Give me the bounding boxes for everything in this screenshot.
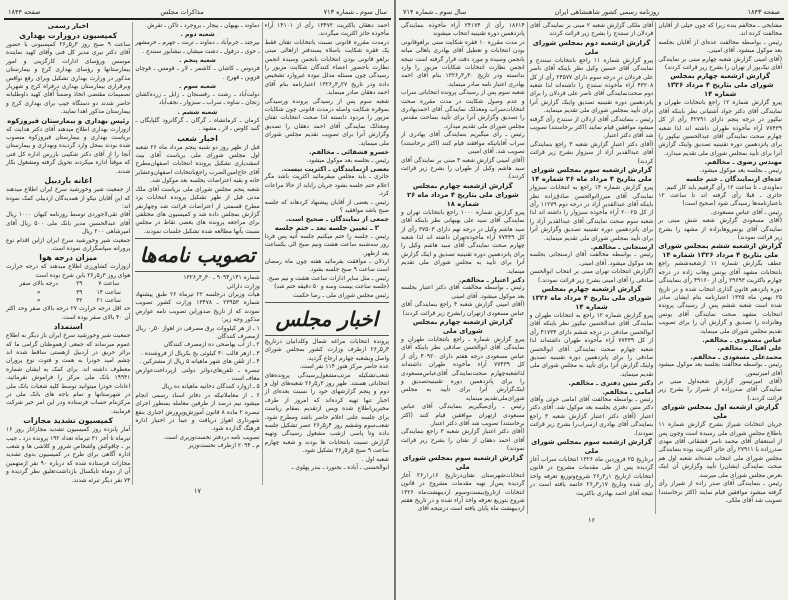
subheading: شعبه ششم . xyxy=(177,108,218,116)
paragraph: رئیس ـ بنمایندگی آقای اردلان از سنندج رأی گرفته میشود موافقین قیام نمایند (اکثر برخاستند) تصویب شد آقای دکتر اعتبار. xyxy=(529,116,654,140)
report-heading: رئیس بهداری و بیمارستان فیروزکوه xyxy=(7,116,130,125)
paragraph: پیرو گزارش شماره ۱۱ راجع بانتخابات سنندج و نمایندگی آقای حسین وکیل نظر باینکه آقای ناصر علی فردلان در درجه سوم دارای ۲۴۵۷۷ رأی از کل ۴۳۲۰۸ آراء مأخوذه سنندج را داشته‌اند لذا شعبه دوم صحت‌نمایندگی آقای ناصر علی فردلان را برای پانزدهمین دوره تقنینیه تصدیق واینک گزارش آنرا برای تأیید بمجلس شورای ملی تقدیم مینماید. xyxy=(529,57,654,115)
page-footer-number: ۱۶ xyxy=(588,515,595,524)
paragraph: (آقای امینی گزارش شعبه ۴ راجع بنمایندگی آقای عباس مسعودی ازتهران رابشرح زیر قرائت کردند) xyxy=(400,302,525,317)
newspaper-page-right xyxy=(394,0,788,600)
paragraph: دولت‌آباد ـ رشت ـ رفسنجان ـ زابل ـ زرده‌کشان زنجان ـ ساوه ـ سراب ـ سبزوار ـ نجف‌آباد xyxy=(135,92,260,107)
paragraph: آقای ملکی گزارش شعبه ۲ مبنی بر نمایندگی آقای فردلان از سنندج را بشرح زیر قرائت کردند xyxy=(529,23,654,38)
report-heading: گزارش ازشعبه اول بمجلس شورای ملی xyxy=(661,403,779,421)
paragraph: رئیس ـ جلسه را ختم میکنیم جلسه آتیه پس فردا روز سه‌شنبه ساعت هشت ونیم صبح الی یکساعت بعد ازظهر. xyxy=(264,233,389,257)
text-column xyxy=(262,22,391,485)
paragraph: (آقای امینی گزارش شعبه چهارم مبنی بر نمایندگی آقای نیک‌پور از تهران را بشرح زیر قرائت کردند) xyxy=(658,56,782,72)
section-heading: استمداد xyxy=(53,322,83,332)
newspaper-title: روزنامه رسمی کشور شاهنشاهی ایران xyxy=(554,8,660,16)
table-row xyxy=(6,297,130,305)
text-column xyxy=(4,22,132,485)
speaker-line: امامی ـ مخالفم. xyxy=(602,387,654,396)
report-heading: گزارش ازشعبه چهارم بمجلس شورای ملی بتاریخ ۴ مرداد ماه ۲۶ شماره ۱۸ xyxy=(406,181,519,208)
paragraph: (آقای دکتر اعتبار گزارش شعبه ۳ راجع بنمایندگی آقای احمد دهقان از تفتان را بشرح زیر قرائت نمودند) xyxy=(400,429,525,453)
paragraph: رئیس ـ رأی‌میگیریم بنمایندگی آقای عباس مسعودی ازتهران موافقین قیام کنند (اکثر برخاستند) تصویب شد آقای دکتر اعتبار. xyxy=(400,404,525,428)
page-header xyxy=(399,0,784,20)
newspaper-page-left xyxy=(0,0,394,496)
text-column xyxy=(399,22,527,514)
paragraph: (گزارش انتخابات تهران مبنی بر انتخاب ابوالحسن صادقی را آقای امینی بشرح زیر قرائت نمودند.) xyxy=(529,269,654,284)
paragraph: پیرو گزارش شماره ۱۰۰۰ راجع بانتخابات تهران و نمایندگی آقای سید علی بهبهانی نظر باینکه آقای سید هاشم وکیل در درجه نهم دارای ۳۷۵۰۳ رأی از کل ۷۷۴۳۹ آراء مأخوذه‌تهران داشته اند لذا شعبه چهارم صحت نمایندگی آقای سید هاشم وکیل را برای پانزدهمین دوره تقنینیه تصدیق و اینک گزارش آنرا برای تأیید به مجلس شورای ملی تقدیم مینماید. xyxy=(400,209,525,275)
report-heading: گزارش ازشعبه سوم بمجلس شورای ملی بتاریخ ۴ مرداد ماه ۲۶ شماره ۱۴ xyxy=(531,166,652,184)
paragraph: رئیس ـ بنمایندگی آقای صدر زاده از شیراز رأی گرفته میشود موافقین قیام نمایند (اکثر برخاستند) تصویب شد آقای ملکی. xyxy=(658,481,782,504)
temperature-table xyxy=(6,280,130,305)
paragraph: آقای تقی‌لاجوردی توسط روزنامه کیهان ۱۰۰۰ ریال آقای عبدالحسین مدیر بانک ملی ۵۰۰ ریال آقای امیرشاهی ۲۰۰ ریال xyxy=(6,212,131,236)
text-column xyxy=(527,22,656,514)
paragraph: آمار پانزده روز کمیسیون تشدید مجازاتاز روز ۱۶ تیرماه تا آخر ۳۱ تیرماه تعداد ۱۹۲ پرونده دزد ـ جیب بر ـ چاقوکش واشخاص شرور و کلاشی ها و شعب اداره آگاهی برای طرح در کمیسیون بدوی تشدید مجازات فرستاده شده که درباره ۹۰ نفر ازمتهمین آن از دوماه تایکسال بازداشت‌تعلیق نظر گردیده و ۷۴ نفر دیگر تبرئه شدند. xyxy=(6,427,131,484)
section-heading: میزان درجه هوا xyxy=(39,253,98,263)
paragraph: هیأت وزیران درجلسه ۲۲ تیرماه ۲۶ طبق پیشنهاد شماره ۲۳۹۵۳ ـ ۱۳۴۷۸ وزارت کشور تصویب نمودند که از تاریخ صدوراین تصویب نامه عوارض مذکور وجه زیر: xyxy=(135,291,260,324)
report-heading: گزارش ازشعبه سوم بمجلس شورای ملی xyxy=(402,453,524,471)
speaker-line: عده‌ای ازنمایندگان ـ ختم جلسه xyxy=(685,175,782,184)
table-cell: ۳۹ xyxy=(76,289,83,296)
paragraph: قبل از ظهر روز دو شنبه پنجم مرداد ماه ۲۶ شعبه اول مجلس شورای ملی بریاست آقای بیت اسفندیاری تشکیل پرونده انتخابات اصفهان‌مطرح آقای حاج‌امین‌الضرب راجع‌بانتخابات اصفهان‌وعشایر خانه و بقیه اعتراضات بجلسه بعد موکول شد. xyxy=(135,144,260,185)
paragraph: ۱۸۶۱۴ رأی از ۲۴۱۷۴ آراء مأخوذه بنمایندگی پانزدهمین دوره تقنینیه انتخاب میشوند xyxy=(400,23,525,38)
report-heading: گزارش ازشعبه سوم بمجلس شورای ملی xyxy=(531,438,652,456)
paragraph: شعبه پنجم مجلس شورای ملی بریاست آقای ملک مدنی قبل از ظهر تشکیل پرونده انتخابات یزد مطرح قسمتی از اعتراضات قرائت شد وچهارنفر گزارش بمجلس داده شد و کمیسیون های مختلفی برای مراجعه پرونده های بعضی نقاط در مجلس نسبت بآنها مطالعه شده تشکیل جلسات نمودند. xyxy=(135,186,260,235)
paragraph: شعب‌تشکیله مرتب‌مشغول‌رسیدگی پرونده‌های انتخاباتی هستند. ظهر روز ۳ر۵ر۲۶ شعبه‌های اول و دوم و پنجم گزارشهای خود را نسبت بعده‌ای از اخبار تنها تهیه کرده‌اند که امروز از طرف مخبرین‌اطلاع شده وپس ازتقدیم بمقام ریاست برای جلسه علنی اعلام حاضر باشد ومطرح شود. شعب‌سوم وششم روز ۴ر۵ر۲۶ عصر تشکیل جلسه داده وتا پاسی ازشب مشغول رسیدگی وتهیه گزارش نسبت بانتخابات ها بودند و شعبه چهارم ساعت ۹ صبح ۵ر۵ر۲۶ تشکیل شود. xyxy=(264,372,389,455)
text-column xyxy=(132,22,261,485)
section-heading: کمیسیون دروزارت بهداری xyxy=(19,31,118,40)
paragraph: ۳ ـ ازهر قالب ۳۰ کیلوئی یخ یکریال از فروشنده . xyxy=(141,350,260,357)
section-heading: کمیسیون تشدید مجازات xyxy=(23,416,114,426)
paragraph: ابوالحسنی ـ آباده ـ بجنورد ـ بندر پهلوی ـ xyxy=(291,465,389,472)
paragraph: (آقای مسعودی گزارش شعبه شش مبنی بر نمایندگی آقای یونس‌وهابزاده از مشهد را بشرح زیر قرائت نمودند) xyxy=(658,218,782,241)
paragraph: ۲ ـ از آب بهاصحی ده ازمصرف کنندگان xyxy=(163,342,260,349)
columns xyxy=(399,22,784,514)
paragraph: جریان انتخابات شیراز بشرح گزارش شماره ۱۱ باطلاع مجلس شورای ملی رسیده است وچون پس از استعفای آقای محمد ناصر قشقائی آقای مهدی صدرزاده با ۲۷۹۱۱ رأی حائز اکثریت بوده بنمایندگی مجلس شورای ملی انتخاب شده‌اند شعبه اول هم صحت نمایندگی ایشان‌را تأیید وگزارش آن اینک بعرض مجلس شورای ملی میرسد. xyxy=(658,422,783,479)
paragraph: (آقای امینی گزارش شعبه ۴ مبنی بر نمایندگی آقای سید هاشم وکیل از طهران را بشرح زیر قرائت کردند). xyxy=(400,157,525,181)
paragraph: پیرو گزارش شماره ـ راجع بانتخابات طهران و نمایندگی آقای ابوالحسن صادقی نظر باینکه آقای عباس مسعودی درجه هفتم دارای ۴۰۹۲۰ رأی از کل ۷۷۴۳۹ آراء مأخوذه طهران داشته‌اند لذاشعبه‌چهارم صحت‌نمایندگی آقای‌عباس‌مسعودی را برای پانزدهمین دوره تقنینیه‌تصدیق و اینک‌گزارش آنرا برای تأیید به مجلس شورای‌ملی‌تقدیم مینماید xyxy=(400,337,525,402)
paragraph: ۶ ـ از معاملاتیکه در دفاتر اسناد رسمی انجام میشود نیم درصد از طرفین معامله بمنظور اجرای تبصره ۲ ماده ۸ قانون آموزش‌وپرورش اجباری بنفع شهرداری اهواز دریافت و عیناً در اختیار اداره فرهنگ گذارده شود. xyxy=(135,392,260,433)
paragraph: بیرجند ـ خرم‌آباد ـ دماوند ـ تربت ـ جهرم ـ خرمشهر ـ خوی ـ دزفول ـ دشت میشان ـ نیشابور سنندج . xyxy=(135,40,260,55)
text-column xyxy=(655,22,784,514)
paragraph: (آقای دکتر اعتبار گزارش شعبه ۳ راجع بنمایندگی آقای عبدالقدیر آزاد از سبزوار بشرح زیر قرائت کردند) xyxy=(529,141,654,165)
subheading: شعبه دوم . xyxy=(180,31,215,39)
report-heading: گزارش ازشعبه چهارم بمجلس شورای ملی xyxy=(412,318,513,335)
paragraph: رئیس ـ بواسطه مخالفت بجلسه بعد موکول میشود آقای امیرتیمور. xyxy=(658,362,782,377)
paragraph: شعبه سوم پس از رسیدگی پرونده ورسیدگی بموقره شکایت واصله درمدت قانونی چون شکایات مزبور را مردود دانسته لذا صحت انتخابات تفتان ومعذلک نمایندگی آقای احمد دهقان را تصدیق وگزارش آنرا برای تصویب تقدیم مجلس شورای ملی مینماید. xyxy=(264,98,389,147)
paragraph: جمعیت شیر وخورشید سرخ ایران ازاین اقدام نوع پرورانه سپاسگزاری نموده است. xyxy=(6,237,131,252)
paragraph: در مدت مقرره ۱۰ فقره شکایت مبنی برلغوقانونی بودن انتخابات و تعطیل آقای بهادری باهالی میانه بانجمن وسیده و مورد دقت قرار گرفته است نتیجه انجمن نظارت انتخابات شکایات مزبور را وارد ندانسته ودر تاریخ ۳۰ر۳ر۱۳۲۶ بنام آقای احمد بهادری اعتبار نامه صادر مینماید. xyxy=(400,39,525,88)
paragraph: پیرو گزارش شماره ۱۴ راجع به انتخابات سبزوار نمایندگی آقای میرزاابوالحسن صادق‌زاده نظر باینکه آقای عبدالقدیر آزاد در درجه دوم ۱۱۲۷۹ رأی از کل ۲۰۰۲۵ آراء مأخوذه سبزوار را داشته اند لذا شعبه سوم صحت نمایندگی آقای عبدالقدیر آزاد را برای پانزدهمین دوره تقنینیه تصدیق وگزارش آنرا برای تأیید بمجلس شورای ملی تقدیم مینماید. xyxy=(529,185,654,242)
page-number: صفحه ۱۸۴۴ xyxy=(8,8,41,16)
report-heading: ۳ ـ تعیین جلسه بعد ـ ختم جلسه xyxy=(274,223,379,232)
speaker-line: خسرو قشقائی ـ مخالفم. xyxy=(309,148,389,157)
paragraph: عده حاضر مرکز هنوز ۱۱۴ نفر است. xyxy=(299,364,389,371)
paragraph: رئیس ـ بجلسه بعد موکول میشود. xyxy=(699,167,782,174)
paragraph: ۱ ـ از هر کیلووات برق مصرفی در اهواز ۵۰ر۰ ریال ازمصرف کنندگان xyxy=(135,325,260,340)
paragraph: انتخابات‌شهرستان تفتان‌درتاریخ ۱۶ر۱ر۲۶ آغاز گردیده پس‌از تهیه مقدمات مشروح در قانون انتخابات ازتاریخ‌بیست‌وسوم اردیبهشت‌ماه ۱۳۲۶ شروع بتوزیع تعرفه واخذ آراء شده و در تاریخ هفتم اردیبهشت ماه پایان یافته است درنتیجه آقای xyxy=(400,472,525,513)
subheading: شعبه پنجم . xyxy=(179,57,216,65)
paragraph: ازوزارت کشاورزی اطلاع میدهند که درجه حرارت هوای روز ۳ر۵ر۲۶ باین شرح بوده است xyxy=(6,264,131,279)
issue-number: سال سوم ـ شماره ۷۱۳ xyxy=(323,8,387,16)
paragraph: پرونده انتخابات مراغه شمال وکلدانیان درتاریخ ۳ر۵ر۲۶ ازطرف وزارت کشور بمجلس شورای واصل وبشعبه چهارم ارجاع گردید. xyxy=(264,339,389,362)
columns xyxy=(4,22,391,485)
page-number: صفحه ۱۸۴۳ xyxy=(747,8,780,16)
paragraph: فردوس ـ کاشان ـ کاشمر ـ لار ـ قومس ـ قوچان قزوین ـ قهرج . xyxy=(135,66,260,81)
table-cell: « xyxy=(36,297,41,304)
paragraph: پیرو گزارش شماره ۱۲ راجع به انتخابات طهران و نمایندگی آقای عبدالحسین نیکپور نظر باینکه آقای ابوالحسن صادقی در درجه ششم دارای ۴۱۷۳۴ رأی از کل ۷۷۴۳۹ آراء مأخوذه طهران داشته‌اند لذا شعبه چهارم صحت نمایندگی آقای ابوالحسن صادقی را برای پانزدهمین دوره تقنینیه تصدیق واینک گزارش آنرا برای تأیید به مجلس شورای ملی تقدیم مینماید. xyxy=(529,312,654,378)
paragraph: رئیس ـ رأی میگیریم بنمایندگی آقای بهادری از سراب آقایانیکه موافقند قیام کنند (اکثر برخاستند) تصویب شد. آقای امینی xyxy=(400,132,525,156)
paragraph: شعبه اول . xyxy=(361,456,389,463)
paragraph: درمدت مقرره قانونی نسبت بانتخابات تفتان فقط یک فقره شکایت باصلاه یسندفنر ازاهالی مبنی برلغو قانونی بودن انتخابات بانجمن وسیده انجمن نظارت باحضور اعضاء کنندگان شکایت مزبور را رسیدگی چون مسئله مدلل نبوده غیروارد تشخیص داده ودر تاریخ ۲۷ر۳ر۱۳۲۶ اعتبارنامه بنام آقای احمد دهقان صادر مینماید. xyxy=(264,39,389,97)
table-cell: ساعت ۱۴ xyxy=(96,289,121,296)
table-cell: ۳۲ xyxy=(76,297,83,304)
report-heading: گزارش ازشعبه چهارم بمجلس شورای ملی بتاریخ ۴ مرداد ۱۳۲۶ شماره ۱۴ xyxy=(666,72,774,99)
paragraph: ازوزارت بهداری اطلاع میدهند آقای دکتر هدایت که بریاست بهداری و بیمارستان فیروزکوه منصوب شده بودند بمحل وارد گردیده وبهداری و بیمارستان آنجا را از آقای دکتر شکیبی بازرس اداره کل فنی که موقتاً اداره میکردند تحویل گرفته ومشغول بکار شدند. xyxy=(6,126,131,175)
subheading: شعبه سوم . xyxy=(179,83,217,91)
table-row xyxy=(6,289,130,297)
speaker-line: بعضی ازنمایندگان ـ اکثریت نیست. xyxy=(281,164,389,173)
paragraph: درتاریخ ۲۵ فروردین ماه ۱۳۲۶ انتخابات سراب آغاز گردیده پس از طی مقدمات مشروح در قانون انتخابات ازتاریخ ۱ر۳ر۲۶ شروع‌وتوزیع تعرفه واخذ رأی شده وتاریخ ۱۷ر۳ر۲۶ خاتمه یافته است در نتیجه آقای احمد بهادری باکثریت xyxy=(529,457,654,497)
paragraph: وزارت دارائی xyxy=(226,283,260,290)
speaker-line: جمعی از نمایندگان ـ صحیح است. xyxy=(285,215,389,224)
paragraph: رئیس ـ بواسطه مخالفت آقای دکتر اعتبار بجلسه بعد موکول میشود. آقای امینی xyxy=(400,285,525,300)
speaker-line: علی اقبال ـ مخالفم. xyxy=(717,344,782,353)
issue-number: سال سوم ـ شماره ۷۱۴ xyxy=(403,8,467,16)
paragraph: حائری ـ باید مجلس میفرمائید اکثریت باشد مگر اعلام ختم جلسه بشود جریان راباید از حالا مراعات کرد. xyxy=(264,174,389,198)
report-heading: گزارش ازشعبه چهارم بمجلس شورای ملی بتاریخ ۴ مرداد ماه ۱۳۲۶ شماره ۱۴ xyxy=(531,284,652,311)
paragraph: رئیس ـ مثل سایر ادارات ساعت هشت و نیم صبح. xyxy=(266,275,389,282)
report-heading: اخبار رسمی xyxy=(47,22,89,30)
masthead-heading: اخبار مجلس xyxy=(265,302,389,336)
table-row xyxy=(6,280,130,288)
speaker-line: عباس مسعودی ـ مخالفم. xyxy=(702,336,782,344)
paragraph: ۴ ـ از تلفن های شهر ماهیانه ۵ ریال از مشترکین . xyxy=(139,359,260,366)
speaker-line: دکتر اعتبار ـ مخالفم. xyxy=(458,275,525,284)
report-heading: گزارش ازشعبه ششم بمجلس شورای ملی بتاریخ ۴ مرداد ۱۳۲۶ شماره ۱۴ xyxy=(658,242,782,260)
paragraph: اردلان ـ موافقت بفرمائید هفته چون ماه رمضان است ساعت ۹ صبح جلسه بشود. xyxy=(264,258,389,274)
paragraph: رئیس ـ بواسطه مخالفت آقای ارسنجانی بجلسه بعد موکول میشود. آقای امینی. xyxy=(529,252,654,267)
paragraph: رئیس ـ بعضی از آقایان پیشنهاد کردهاند که جلسه صبح باشد موافقید ؟ xyxy=(264,199,389,214)
page-footer-number: ۱۷ xyxy=(194,487,201,496)
paragraph: مشایخی ـ مخالفم بنده زیرا که چون خیلی از آقایان مخالفت کرده اند. xyxy=(658,23,782,38)
paragraph: عطف بگزارش شماره ۱۱ ازشعبه‌ششم راجع بانتخابات مشهد آقای یونس وهاب زاده در درجه چهارم باکثریت ۲۹۶۹۳ رأی از ۴۹۱۶۰ رأی بنمایندگی دوره پانزدهم قانون گذاری انتخاب شده و در تاریخ ۲۵ بهمن ماه ۱۳۲۵ اعتبارنامه بنام ایشان صادر شده است شعبه ششم پس از رسیدگی پرونده انتخابات مشهد صحت نمایندگی آقای یونس وهابزاده را تصدیق و گزارش آن را برای تصویب تقدیم مجلس شورای ملی مینماید. xyxy=(658,261,783,335)
paragraph: دماوندی ـ تا ساعت ۱۲ رأی گرفتیم باید کار کنیم. xyxy=(664,184,782,191)
paragraph: حد اقل درجه حرارت ۲۷ درجه بالای صفر وحد اکثر آن ۴۰ بالای صفر بوده است. xyxy=(6,306,131,321)
speaker-line: محمدعلی مسعودی ـ مخالفم. xyxy=(690,352,782,361)
table-cell: « xyxy=(36,289,41,296)
speaker-line: دکتر متین دفتری ـ مخالفم. xyxy=(568,379,654,388)
speaker-line: مهندس رضوی ـ مخالفم. xyxy=(704,158,782,167)
paragraph: م ـ ۲۰۹۴ ازطرف نخست‌وزیر xyxy=(188,443,260,450)
paragraph: تبصره ـ تلفن‌های‌دوائر دولتی ازپرداخت‌عوارض معاف است . xyxy=(135,367,260,382)
paragraph: دماوند ـ بهبهان ـ بیجار ـ بروجرد ـ تاکن ـ تفرش xyxy=(147,23,260,29)
section-title: مذاکرات مجلس xyxy=(160,8,204,16)
table-cell: درجه بالای صفر xyxy=(19,281,58,288)
section-heading: اعانه باردبیل xyxy=(44,176,92,186)
paragraph: تصویب نامه دردفتر نخست‌وزیری است. xyxy=(163,434,260,441)
paragraph: شماره ۱۴۱ر۹۰۹۴ ـ ۳۰ر۴ر۱۳۲۶ xyxy=(183,275,260,282)
paragraph: رئیس ـ بواسطه مخالفت عده‌ای از آقایان بجلسه بعد موکول میشود. آقای امینی. xyxy=(658,39,782,55)
paragraph: ۵ ـ ازوارد کنندگان دخانیه ماهیانه ده ریال xyxy=(161,384,260,391)
paragraph: رئیس ـ بواسطه مخالفت آقای امامی خوئی وآقای دکتر متین دفتری بجلسه بعد موکول شد. آقای دکتر اعتبار (آقای دکتر اعتبار گزارش شعبه ۳ راجع بنمایندگی آقای بهادری ازسراب‌را بشرح زیر قرائت نمودند). xyxy=(529,397,654,437)
paragraph: حائری ـ قبلا رأی گرفته اند تا ساعت ۱۲ باعتبارنامه‌ها رسیدگی شود (صحیح است) xyxy=(658,192,782,208)
paragraph: کرمان ـ کرمانشاه ـ گرگان ـ گرگانرود گلپایگان ـ گنبد کاوس ـ لار ـ مشهد . xyxy=(135,117,260,133)
section-heading: اخبار شعب xyxy=(177,133,218,143)
paragraph: احمد دهقان باکثریت ۱۳۴۷۲ رأی از ۱۴۱۰۱ آراء مأخوذه حائز اکثریت میگردند. xyxy=(264,23,389,38)
paragraph: از جمعیت شیر وخورشید سرخ ایران اطلاع میدهند که این آقایان نیکو از همدیدگان اردبیلی کمک نموده اند: xyxy=(6,187,131,210)
paragraph: (جلسه ساعت بیست وسه و ۵۰ دقیقه ختم شد) xyxy=(274,284,389,291)
table-cell: ۲۹ xyxy=(76,281,83,288)
speaker-line: ارسنجانی ـ مخالفم. xyxy=(590,242,654,251)
paragraph: رئیس ـ بجلسه بعد موکول میشود. xyxy=(306,157,389,164)
paragraph: جمعیت شیر وخورشید سرخ ایران باز دیگر به اطلاع عموم میرساند که جمعی ازهموطنان گرامی ما که براثر حریق در اردبیل ازهستی ساقط شده اند چشم امید خودرا به همت و فتوت نوع پروران معطوف داشته اند. برای کمک به ایشان شماره ۱۹۹۴۱ بانک ملی مرکز را فراموش نفرمائید. اعانات خودرا میتوانید توسط کلیه شعبات بانک ملی در شهرستانها و تمام باجه های بانک ملی در مرکزبنام حساب فرستاده ودر این امر خیر شرکت فرمایند. xyxy=(6,333,131,415)
paragraph: شعبه سوم پس از رسیدگی پرونده انتخاباتی سراب و عدم وصول شکایت در مدت مقرره صحت انتخابات‌سراب ومعذلک نمایندگی آقای احمدبهادری را تصدیق وگزارش آنرا برای تأیید بساحت مقدس مجلس شورای ملی تقدیم میدارد. xyxy=(400,90,525,130)
page-header xyxy=(4,0,391,20)
masthead-heading: تصویب نامه‌ها xyxy=(135,238,259,272)
paragraph: (آقای امیرتیمور گزارش شعبه‌اول مبنی بر نمایندگی آقای صدرزاده از شیراز را بشرح زیر قرائت کردند.) xyxy=(658,379,782,402)
paragraph: رئیس مجلس شورای ملی ـ رضا حکمت xyxy=(293,292,389,299)
paragraph: ساعت ۹ صبح روز ۳ر۵ر۲۶ کمیسیونی با حضور آقای دکتر نیری مدیر کل فنی وآقای کهید نماینده موسس ورؤسای ادارات کارگزینی و امور بیمارستانها و رؤسای بهداری کرج و بیمارستان مذکور در وزارت بهداری تشکیل وبرای رفع نواقص وبرقراری بیمارستان بهداری درفراه کرج و شهریار تصمیمات مقتضی اتخاذ وضمناً آقای کهید داوطلبانه حاضر شدند دو دستگاه جیپ برای بهداری کرج و بیمارستان مذکور اهدا نمایند. xyxy=(6,42,131,116)
table-cell: ساعت ۲۱ xyxy=(96,297,121,304)
report-heading: گزارش ازشعبه دوم بمجلس شورای ملی xyxy=(532,38,651,56)
paragraph: پیرو گزارش شماره ۱۲ راجع بانتخابات طهران و نمایندگی آقای دکتر جواد آشتیانی نظر باینکه آقای نیکپور در درجه پنجم دارای ۴۲۷۹۱ رأی از کل ۷۷۴۳۹ آراء مأخوذه طهران داشته اند لذا شعبه چهارم صحت نمایندگی آقای عبدالحسین نیکپور را برای پانزدهمین دوره تقنینیه تصدیق واینک گزارش آنرا برای تأیید بمجلس شورای ملی تقدیم میدارد. xyxy=(658,100,782,157)
table-cell: ساعت ۷ xyxy=(98,281,120,288)
paragraph: رئیس ـ آقای عباس مسعودی. xyxy=(710,209,782,216)
